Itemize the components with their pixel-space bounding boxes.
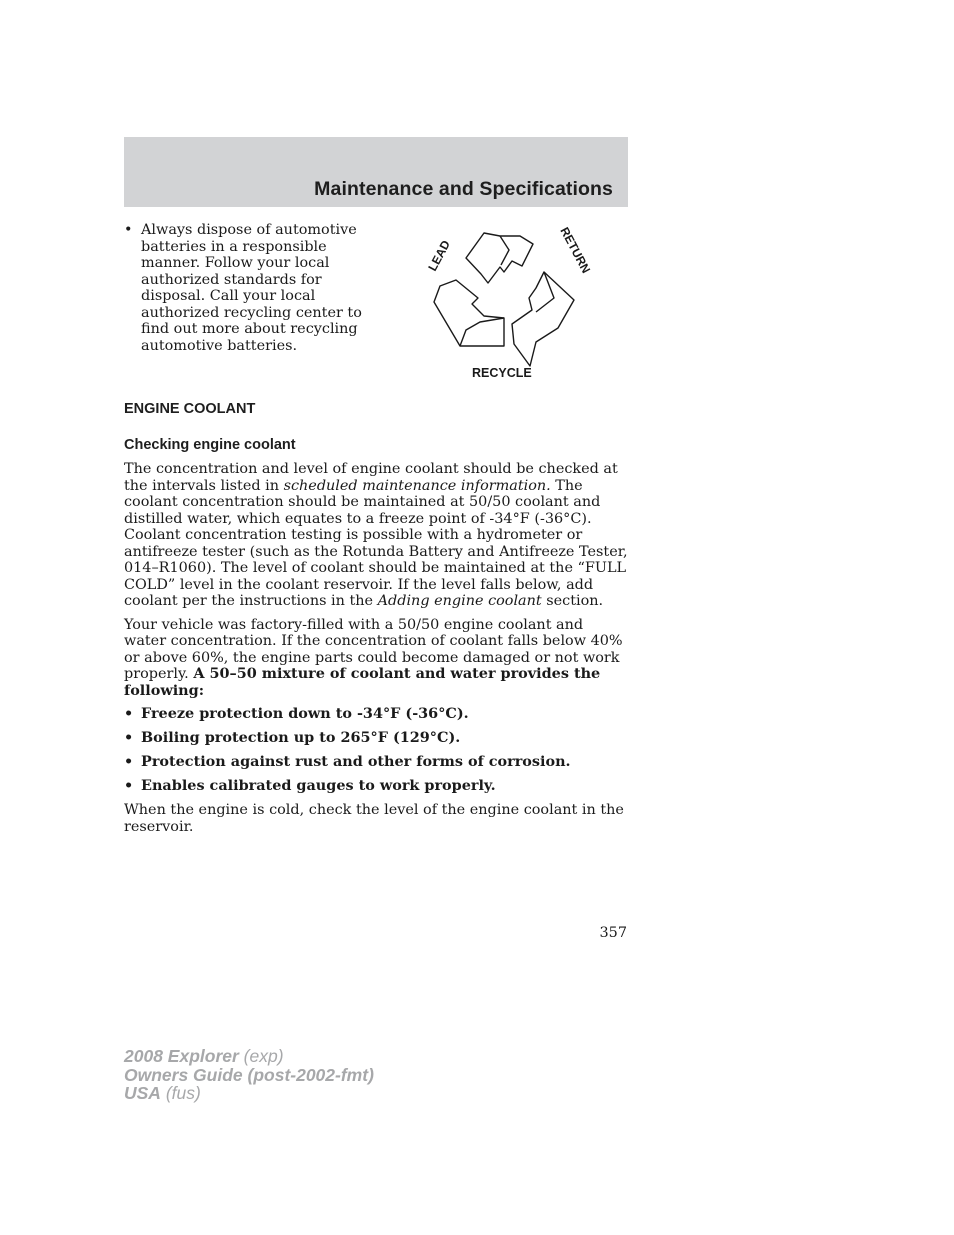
- text-run: section.: [541, 593, 604, 609]
- left-arrow-icon: [434, 280, 504, 346]
- list-item: [124, 778, 628, 795]
- footer-line-2: [124, 1066, 374, 1085]
- bullet-dot: •: [124, 777, 134, 794]
- recycle-label-recycle: RECYCLE: [472, 366, 532, 380]
- battery-disposal-text: Always dispose of automotive batteries in a responsible manner. Follow your local authorized standards for disposal. Call your local authorized recycling center to find out more about recycling automotive batteries.: [141, 222, 362, 354]
- bullet-rust-protection: Protection against rust and other forms of corrosion.: [141, 753, 571, 770]
- section-heading: ENGINE COOLANT: [124, 401, 256, 417]
- bullet-dot: •: [124, 729, 134, 746]
- link-reference-scheduled-maintenance: scheduled maintenance information.: [283, 477, 551, 494]
- list-item: [124, 754, 628, 771]
- text-run: The coolant concentration should be maintained at 50/50 coolant and distilled water, which equates to a freeze point of -34°F (-36°C). Coolant concentration testing is possible with a hydrometer or antifreeze tester (such as the Rotunda Battery and Antifreeze Tester, 014–R1060). The level of coolant should be maintained at the “FULL COLD” level in the coolant reservoir. If the level falls below, add coolant per the instructions in the: [124, 477, 628, 609]
- header-band: [124, 137, 628, 207]
- footer-market: USA: [124, 1083, 161, 1103]
- paragraph-coolant-check: [124, 461, 628, 610]
- text-run-bold: A 50–50 mixture of coolant and water provides the following:: [124, 665, 601, 699]
- link-reference-adding-coolant: Adding engine coolant: [377, 593, 542, 609]
- text-run: Your vehicle was factory-filled with a 50/50 engine coolant and water concentration. If the concentration of coolant falls below 40% or above 60%, the engine parts could become damaged or not work properly.: [124, 616, 623, 682]
- page-number: 357: [599, 925, 627, 941]
- footer-model: 2008 Explorer: [124, 1046, 239, 1066]
- paragraph-factory-fill: [124, 617, 628, 700]
- bullet-dot: •: [124, 222, 133, 238]
- recycle-label-lead: LEAD: [425, 237, 453, 274]
- bullet-freeze-protection: Freeze protection down to -34°F (-36°C).: [141, 705, 469, 722]
- bullet-calibrated-gauges: Enables calibrated gauges to work properly.: [141, 777, 496, 794]
- recycle-label-return: RETURN: [557, 224, 594, 276]
- bullet-boiling-protection: Boiling protection up to 265°F (129°C).: [141, 729, 461, 746]
- list-item: [124, 706, 628, 723]
- sub-heading: Checking engine coolant: [124, 437, 296, 453]
- battery-disposal-note: [124, 222, 384, 354]
- coolant-body: [124, 461, 628, 842]
- list-item: [124, 222, 384, 354]
- footer: [124, 1047, 374, 1103]
- list-item: [124, 730, 628, 747]
- footer-market-code: (fus): [160, 1083, 201, 1103]
- footer-guide: Owners Guide (post-2002-fmt): [124, 1064, 374, 1085]
- bullet-dot: •: [124, 753, 134, 770]
- page-title: Maintenance and Specifications: [314, 178, 613, 200]
- top-arrow-icon: [466, 233, 533, 283]
- bullet-dot: •: [124, 705, 134, 722]
- footer-line-3: [124, 1084, 374, 1103]
- paragraph-check-level: When the engine is cold, check the level of the engine coolant in the reservoir.: [124, 802, 624, 835]
- footer-model-code: (exp): [238, 1046, 284, 1066]
- right-arrow-icon: [512, 272, 574, 366]
- footer-line-1: [124, 1047, 374, 1066]
- text-run: The concentration and level of engine coolant should be checked at the intervals listed in: [124, 461, 618, 494]
- recycle-symbol: [408, 220, 618, 390]
